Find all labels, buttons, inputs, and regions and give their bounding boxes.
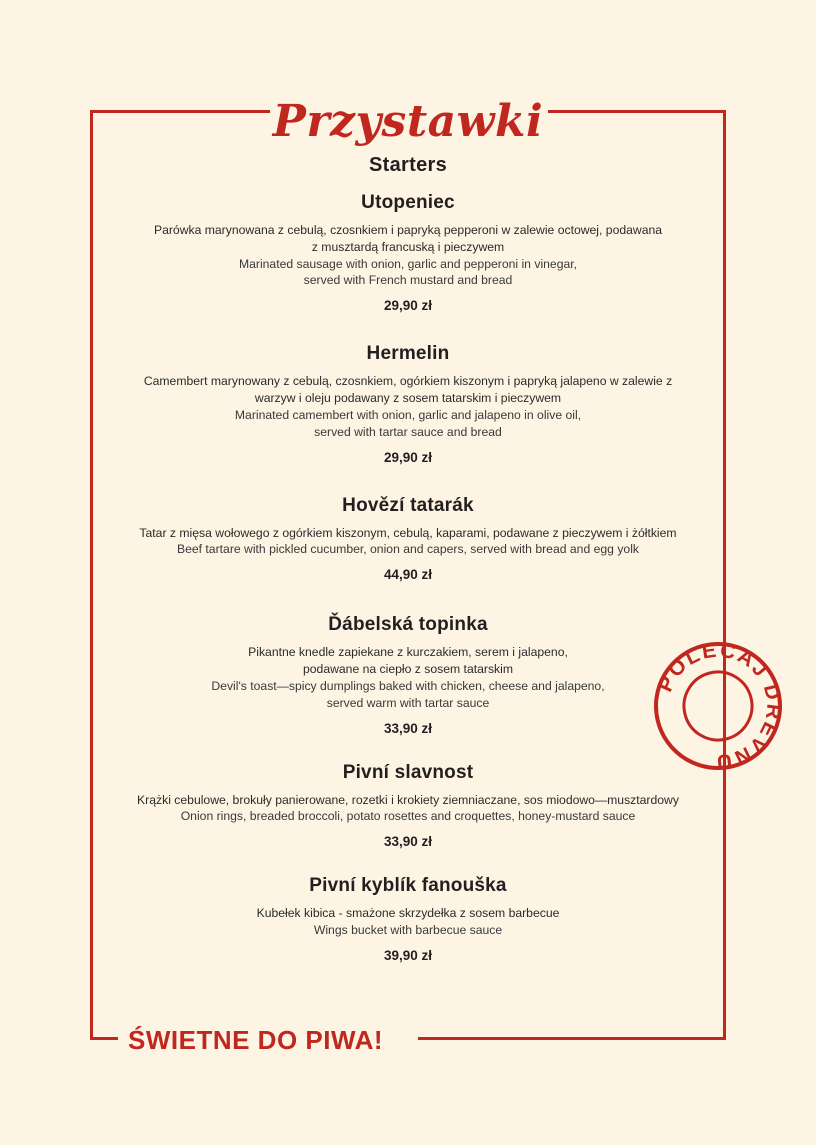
menu-list bbox=[100, 192, 716, 963]
item-description bbox=[100, 373, 716, 440]
item-desc-en-line2: served with tartar sauce and bread bbox=[314, 424, 502, 439]
svg-text:POLECAJ DREVNU: POLECAJ DREVNU bbox=[653, 638, 786, 774]
item-name: Hermelin bbox=[366, 343, 450, 365]
item-price: 33,90 zł bbox=[383, 720, 433, 736]
item-desc-pl-line2: warzyw i oleju podawany z sosem tatarskim i pieczywem bbox=[254, 391, 562, 406]
item-desc-en-line1: Onion rings, breaded broccoli, potato rosettes and croquettes, honey-mustard sauce bbox=[180, 809, 636, 824]
menu-item bbox=[100, 614, 716, 735]
item-description bbox=[100, 644, 716, 711]
menu-item bbox=[100, 762, 716, 850]
item-price: 33,90 zł bbox=[383, 834, 433, 850]
item-desc-pl-line1: Camembert marynowany z cebulą, czosnkiem, ogórkiem kiszonym i papryką jalapeno w zalewie z bbox=[143, 374, 673, 389]
menu-item bbox=[100, 192, 716, 313]
item-desc-en-line1: Devil's toast—spicy dumplings baked with chicken, cheese and jalapeno, bbox=[211, 678, 605, 693]
item-description bbox=[100, 792, 716, 826]
item-name: Hovězí tatarák bbox=[342, 494, 474, 516]
item-desc-en-line1: Marinated sausage with onion, garlic and pepperoni in vinegar, bbox=[238, 256, 578, 271]
page-title bbox=[0, 96, 816, 177]
item-name: Ďábelská topinka bbox=[328, 614, 488, 636]
item-desc-pl-line2: podawane na ciepło z sosem tatarskim bbox=[302, 662, 513, 677]
item-desc-en-line2: served with French mustard and bread bbox=[303, 273, 513, 288]
item-price: 29,90 zł bbox=[383, 298, 433, 314]
item-desc-pl-line1: Tatar z mięsa wołowego z ogórkiem kiszonym, cebulą, kaparami, podawane z pieczywem i żółtkiem bbox=[139, 525, 677, 540]
item-desc-en-line1: Wings bucket with barbecue sauce bbox=[313, 923, 503, 938]
item-desc-en-line1: Beef tartare with pickled cucumber, onion and capers, served with bread and egg yolk bbox=[176, 542, 640, 557]
item-description bbox=[100, 222, 716, 289]
footer-banner: ŚWIETNE DO PIWA! bbox=[128, 1025, 383, 1055]
item-desc-pl-line1: Pikantne knedle zapiekane z kurczakiem, serem i jalapeno, bbox=[248, 645, 568, 660]
item-price: 29,90 zł bbox=[383, 449, 433, 465]
item-name: Pivní kyblík fanouška bbox=[309, 875, 507, 897]
item-desc-pl-line1: Parówka marynowana z cebulą, czosnkiem i papryką pepperoni w zalewie octowej, podawana bbox=[153, 223, 663, 237]
item-price: 44,90 zł bbox=[383, 567, 433, 583]
item-desc-en-line1: Marinated camembert with onion, garlic and jalapeno in olive oil, bbox=[234, 407, 582, 422]
item-name: Pivní slavnost bbox=[342, 761, 474, 783]
item-desc-pl-line2: z musztardą francuską i pieczywem bbox=[311, 239, 505, 254]
item-description bbox=[100, 905, 716, 939]
item-price: 39,90 zł bbox=[383, 947, 433, 963]
item-description bbox=[100, 525, 716, 559]
item-desc-en-line2: served warm with tartar sauce bbox=[326, 695, 490, 710]
menu-item bbox=[100, 343, 716, 464]
item-desc-pl-line1: Kubełek kibica - smażone skrzydełka z sosem barbecue bbox=[256, 906, 560, 921]
title-polish: Przystawki bbox=[272, 96, 544, 147]
menu-item bbox=[100, 495, 716, 583]
menu-item bbox=[100, 875, 716, 963]
item-name: Utopeniec bbox=[361, 192, 455, 213]
item-desc-pl-line1: Krążki cebulowe, brokuły panierowane, rozetki i krokiety ziemniaczane, sos miodowo—musztardowy bbox=[137, 792, 679, 807]
title-english: Starters bbox=[369, 154, 447, 176]
